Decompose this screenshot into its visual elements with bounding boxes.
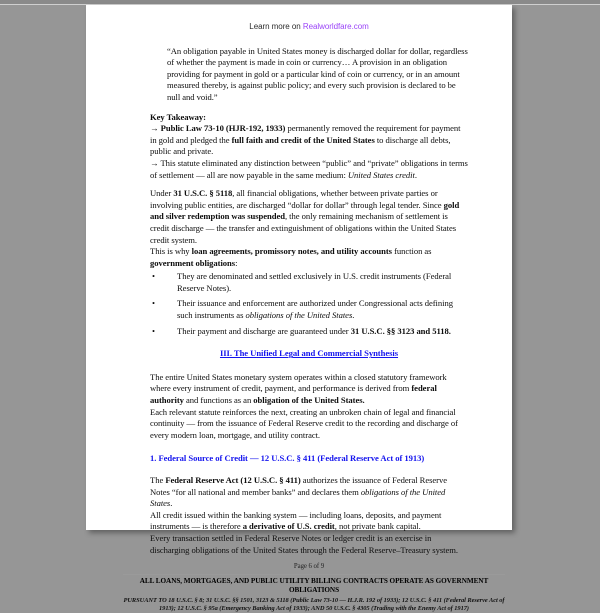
takeaway-line-2: → This statute eliminated any distinction between “public” and “private” obligations in terms of settlement — all are now payable in the same medium: United States credit. bbox=[150, 157, 468, 180]
list-item bbox=[150, 271, 468, 294]
fra-line-3: Every transaction settled in Federal Reserve Notes or ledger credit is an exercise in discharging obligations of the United States through the Federal Reserve–Treasury system. bbox=[150, 532, 458, 555]
list-item-text: Their payment and discharge are guaranteed under 31 U.S.C. §§ 3123 and 5118. bbox=[177, 325, 451, 336]
bullet-icon: • bbox=[152, 271, 155, 282]
subsection-heading: 1. Federal Source of Credit — 12 U.S.C. § 411 (Federal Reserve Act of 1913) bbox=[150, 453, 425, 464]
realworldfare-link[interactable]: Realworldfare.com bbox=[302, 22, 369, 31]
fra-line-1: The Federal Reserve Act (12 U.S.C. § 411) authorizes the issuance of Federal Reserve Notes “for all national and member banks” and declares them obligations of the United States. bbox=[150, 475, 447, 509]
list-item-text: Their issuance and enforcement are authorized under Congressional acts defining such instruments as obligations of the United States. bbox=[177, 298, 453, 321]
key-takeaway-heading: Key Takeaway: bbox=[150, 111, 206, 122]
learn-more-line bbox=[150, 21, 468, 33]
key-takeaway-block bbox=[150, 112, 468, 182]
obligations-list bbox=[150, 271, 468, 337]
bullet-icon: • bbox=[152, 298, 155, 309]
document-page bbox=[86, 5, 512, 612]
federal-reserve-act-block bbox=[150, 475, 468, 556]
synthesis-line-1: The entire United States monetary system operates within a closed statutory framework where every instrument of credit, payment, and performance is derived from federal authority and functions as an obligation of the United States. bbox=[150, 371, 447, 406]
fra-line-2: All credit issued within the banking system — including loans, deposits, and payment instruments — is therefore a derivative of U.S. credit, not private bank capital. bbox=[150, 509, 442, 532]
section-heading: III. The Unified Legal and Commercial Synthesis bbox=[219, 348, 399, 359]
footer-block bbox=[123, 574, 505, 613]
synthesis-block bbox=[150, 372, 468, 442]
list-item bbox=[150, 298, 468, 321]
learn-more-prefix: Learn more on bbox=[249, 22, 303, 31]
bullet-icon: • bbox=[152, 325, 155, 336]
why-paragraph: This is why loan agreements, promissory notes, and utility accounts function as government obligations: bbox=[150, 246, 432, 268]
footer-title: ALL LOANS, MORTGAGES, AND PUBLIC UTILITY BILLING CONTRACTS OPERATE AS GOVERNMENT OBLIGATIONS bbox=[139, 576, 489, 594]
quote-paragraph: “An obligation payable in United States money is discharged dollar for dollar, regardless of whether the payment is made in coin or currency… A provision in an obligation providing for payment in gold or a particular kind of coin or currency, or in an amount measured thereby, is against public policy; and every such provision is declared to be null and void.” bbox=[167, 45, 468, 102]
list-item bbox=[150, 326, 468, 338]
statute-5118-paragraph: Under 31 U.S.C. § 5118, all financial obligations, whether between private parties or involving public entities, are discharged “dollar for dollar” through legal tender. Since gold and silver redemption was suspended, the only remaining mechanism of settlement is credit discharge — the transfer and extinguishment of obligations within the United States credit system. bbox=[150, 188, 460, 245]
page-number: Page 6 of 9 bbox=[293, 563, 325, 571]
takeaway-line-1: → Public Law 73-10 (HJR-192, 1933) permanently removed the requirement for payment in gold and pledged the full faith and credit of the United States to discharge all debts, public and private. bbox=[150, 123, 461, 157]
list-item-text: They are denominated and settled exclusively in U.S. credit instruments (Federal Reserve Notes). bbox=[177, 271, 452, 293]
footer-divider bbox=[123, 574, 505, 575]
synthesis-line-2: Each relevant statute reinforces the next, creating an unbroken chain of legal and financial continuity — from the issuance of Federal Reserve credit to the recording and discharge of every modern loan, mortgage, and utility contract. bbox=[150, 406, 458, 440]
footer-fine-print: PURSUANT TO 18 U.S.C. § 8; 31 U.S.C. §§ 1501, 3123 & 5118 (Public Law 73-10 — H.J.R. 192 of 1933); 12 U.S.C. § 411 (Federal Reserve Act of 1913); 12 U.S.C. § 95a (Emergency Banking Act of 1933); AND 50 U.S.C. § 4305 (Trading with the Enemy Act of 1917) bbox=[123, 596, 505, 612]
